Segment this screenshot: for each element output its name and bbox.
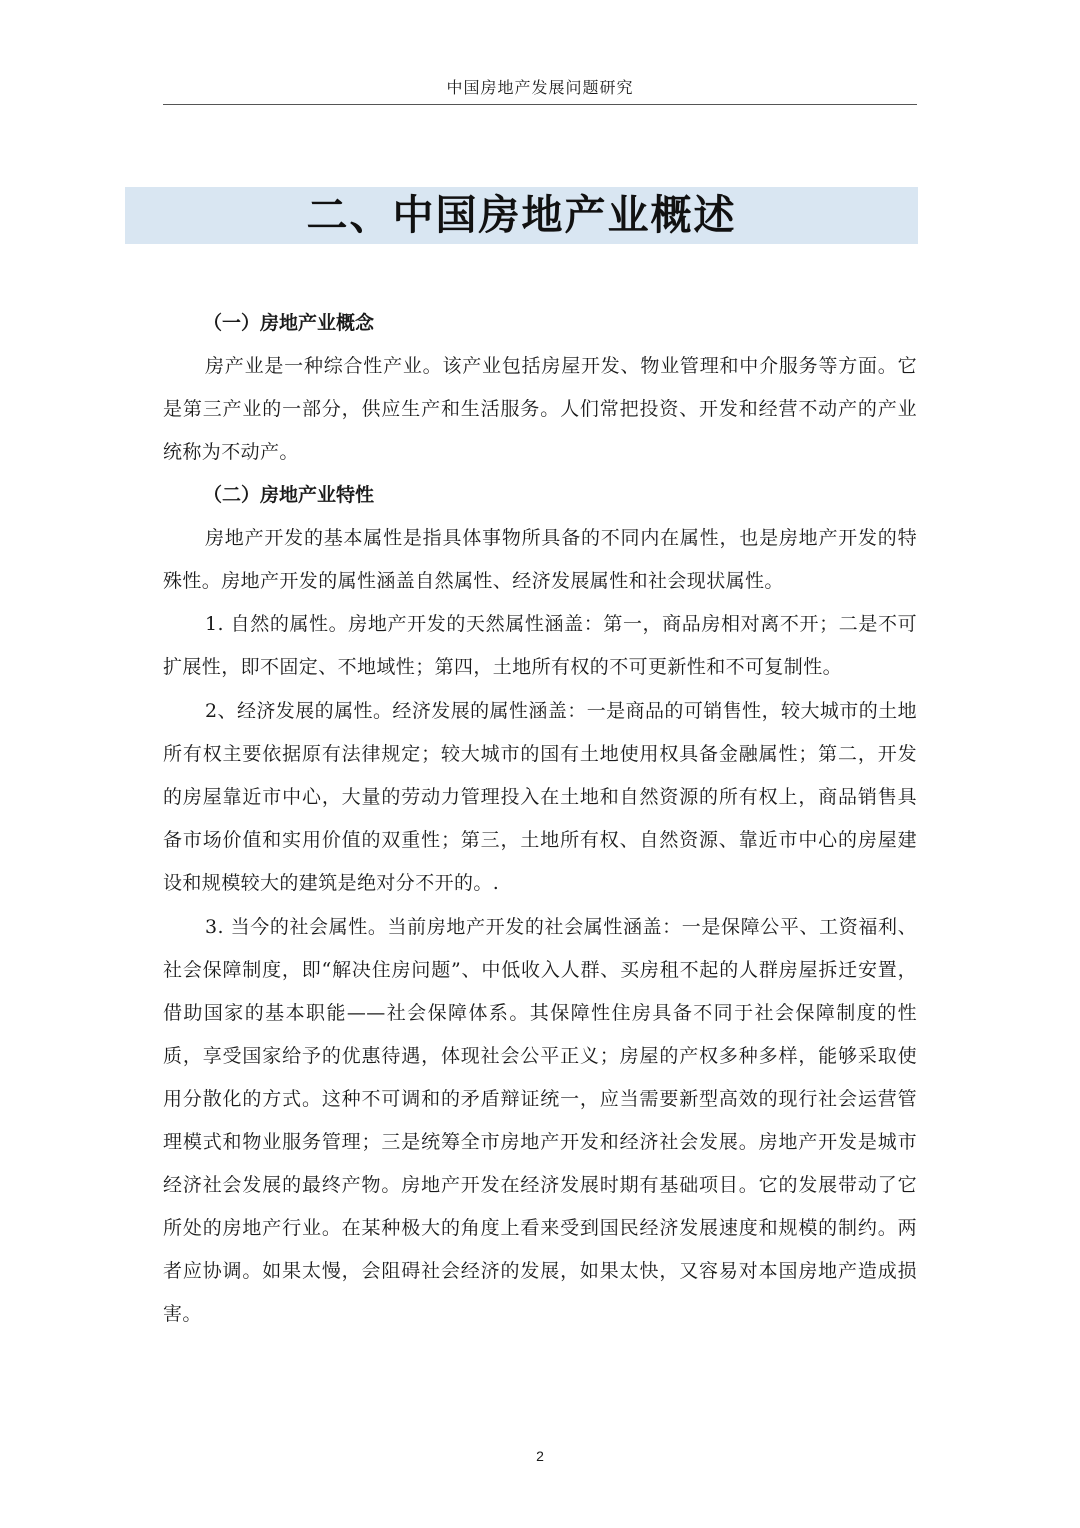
body-text	[163, 302, 917, 1336]
running-header: 中国房地产发展问题研究	[446, 78, 634, 97]
paragraph: 1. 自然的属性。房地产开发的天然属性涵盖：第一，商品房相对离不开；二是不可扩展性，即不固定、不地域性；第四，土地所有权的不可更新性和不可复制性。	[163, 613, 917, 678]
section-heading-characteristics: （二）房地产业特性	[203, 484, 375, 506]
page-number: 2	[536, 1448, 544, 1464]
paragraph: 房产业是一种综合性产业。该产业包括房屋开发、物业管理和中介服务等方面。它是第三产业的一部分，供应生产和生活服务。人们常把投资、开发和经营不动产的产业统称为不动产。	[163, 355, 917, 463]
section-heading-concept: （一）房地产业概念	[203, 312, 375, 334]
paragraph: 3. 当今的社会属性。当前房地产开发的社会属性涵盖：一是保障公平、工资福利、社会保障制度，即“解决住房问题”、中低收入人群、买房租不起的人群房屋拆迁安置，借助国家的基本职能——社会保障体系。其保障性住房具备不同于社会保障制度的性质，享受国家给予的优惠待遇，体现社会公平正义；房屋的产权多种多样，能够采取使用分散化的方式。这种不可调和的矛盾辩证统一，应当需要新型高效的现行社会运营管理模式和物业服务管理；三是统筹全市房地产开发和经济社会发展。房地产开发是城市经济社会发展的最终产物。房地产开发在经济发展时期有基础项目。它的发展带动了它所处的房地产行业。在某种极大的角度上看来受到国民经济发展速度和规模的制约。两者应协调。如果太慢，会阻碍社会经济的发展，如果太快，又容易对本国房地产造成损害。	[163, 916, 917, 1325]
chapter-title: 二、中国房地产业概述	[306, 191, 737, 239]
paragraph: 房地产开发的基本属性是指具体事物所具备的不同内在属性，也是房地产开发的特殊性。房地产开发的属性涵盖自然属性、经济发展属性和社会现状属性。	[163, 527, 917, 592]
paragraph: 2、经济发展的属性。经济发展的属性涵盖：一是商品的可销售性，较大城市的土地所有权主要依据原有法律规定；较大城市的国有土地使用权具备金融属性；第二，开发的房屋靠近市中心，大量的劳动力管理投入在土地和自然资源的所有权上，商品销售具备市场价值和实用价值的双重性；第三，土地所有权、自然资源、靠近市中心的房屋建设和规模较大的建筑是绝对分不开的。.	[163, 700, 917, 894]
header-rule	[163, 104, 917, 105]
